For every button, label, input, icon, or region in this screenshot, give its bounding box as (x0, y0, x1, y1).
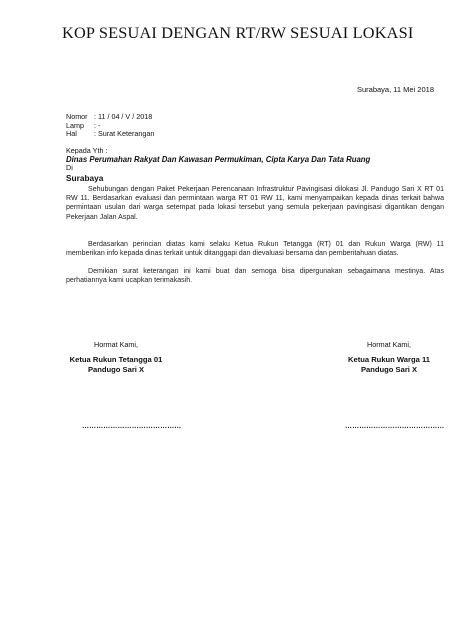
recipient-salutation: Kepada Yth : (66, 146, 108, 155)
letter-meta (66, 113, 154, 139)
signature-line-rt: …………………………………… (82, 423, 182, 430)
meta-label-nomor: Nomor (66, 112, 88, 121)
signature-greeting-rw: Hormat Kami, (367, 340, 411, 349)
signature-title-rw: Ketua Rukun Warga 11 (347, 355, 430, 364)
signature-block-rt (60, 340, 172, 375)
signature-line-rw: …………………………………… (345, 423, 445, 430)
meta-value-lamp: : - (94, 120, 101, 130)
recipient-city: Surabaya (66, 172, 104, 183)
signature-place-rw: Pandugo Sari X (360, 365, 418, 374)
signature-greeting-rt: Hormat Kami, (94, 340, 138, 349)
body-paragraph-3: Demikian surat keterangan ini kami buat dan semoga bisa dipergunakan sebagaimana mestinya. Atas perhatiannya kami ucapkan terimakasih. (66, 268, 444, 285)
recipient-block (66, 147, 370, 182)
recipient-name: Dinas Perumahan Rakyat Dan Kawasan Permukiman, Cipta Karya Dan Tata Ruang (66, 154, 371, 164)
meta-value-hal: : Surat Keterangan (94, 129, 155, 139)
meta-label-lamp: Lamp (66, 120, 84, 130)
meta-value-nomor: : 11 / 04 / V / 2018 (94, 112, 153, 121)
signature-block-rw (330, 340, 448, 375)
meta-row-hal (66, 130, 154, 139)
body-paragraph-2: Berdasarkan perincian diatas kami selaku Ketua Rukun Tetangga (RT) 01 dan Rukun Warga (RW) 11 memberikan info kepada dinas terkait untuk ditanggapi dan dievaluasi bersama dan pemberitahuan diatas. (66, 241, 444, 258)
letterhead-title: KOP SESUAI DENGAN RT/RW SESUAI LOKASI (62, 23, 414, 42)
body-paragraph-1: Sehubungan dengan Paket Pekerjaan Perencanaan Infrastruktur Pavingisasi dilokasi Jl. Pandugo Sari X RT 01 RW 11. Berdasarkan evaluasi dan permintaan warga RT 01 RW 11, kami menyampaikan kepada dinas terkait bahwa permintaan usulan dari warga setempat pada lokasi tersebut yang semula pekerjaan pavingisasi digantikan dengan Pekerjaan Jalan Aspal. (66, 186, 444, 221)
signature-place-rt: Pandugo Sari X (87, 365, 145, 374)
recipient-di: Di (66, 163, 73, 173)
date-line: Surabaya, 11 Mei 2018 (357, 85, 434, 94)
signature-title-rt: Ketua Rukun Tetangga 01 (69, 355, 163, 364)
meta-label-hal: Hal (66, 129, 77, 139)
